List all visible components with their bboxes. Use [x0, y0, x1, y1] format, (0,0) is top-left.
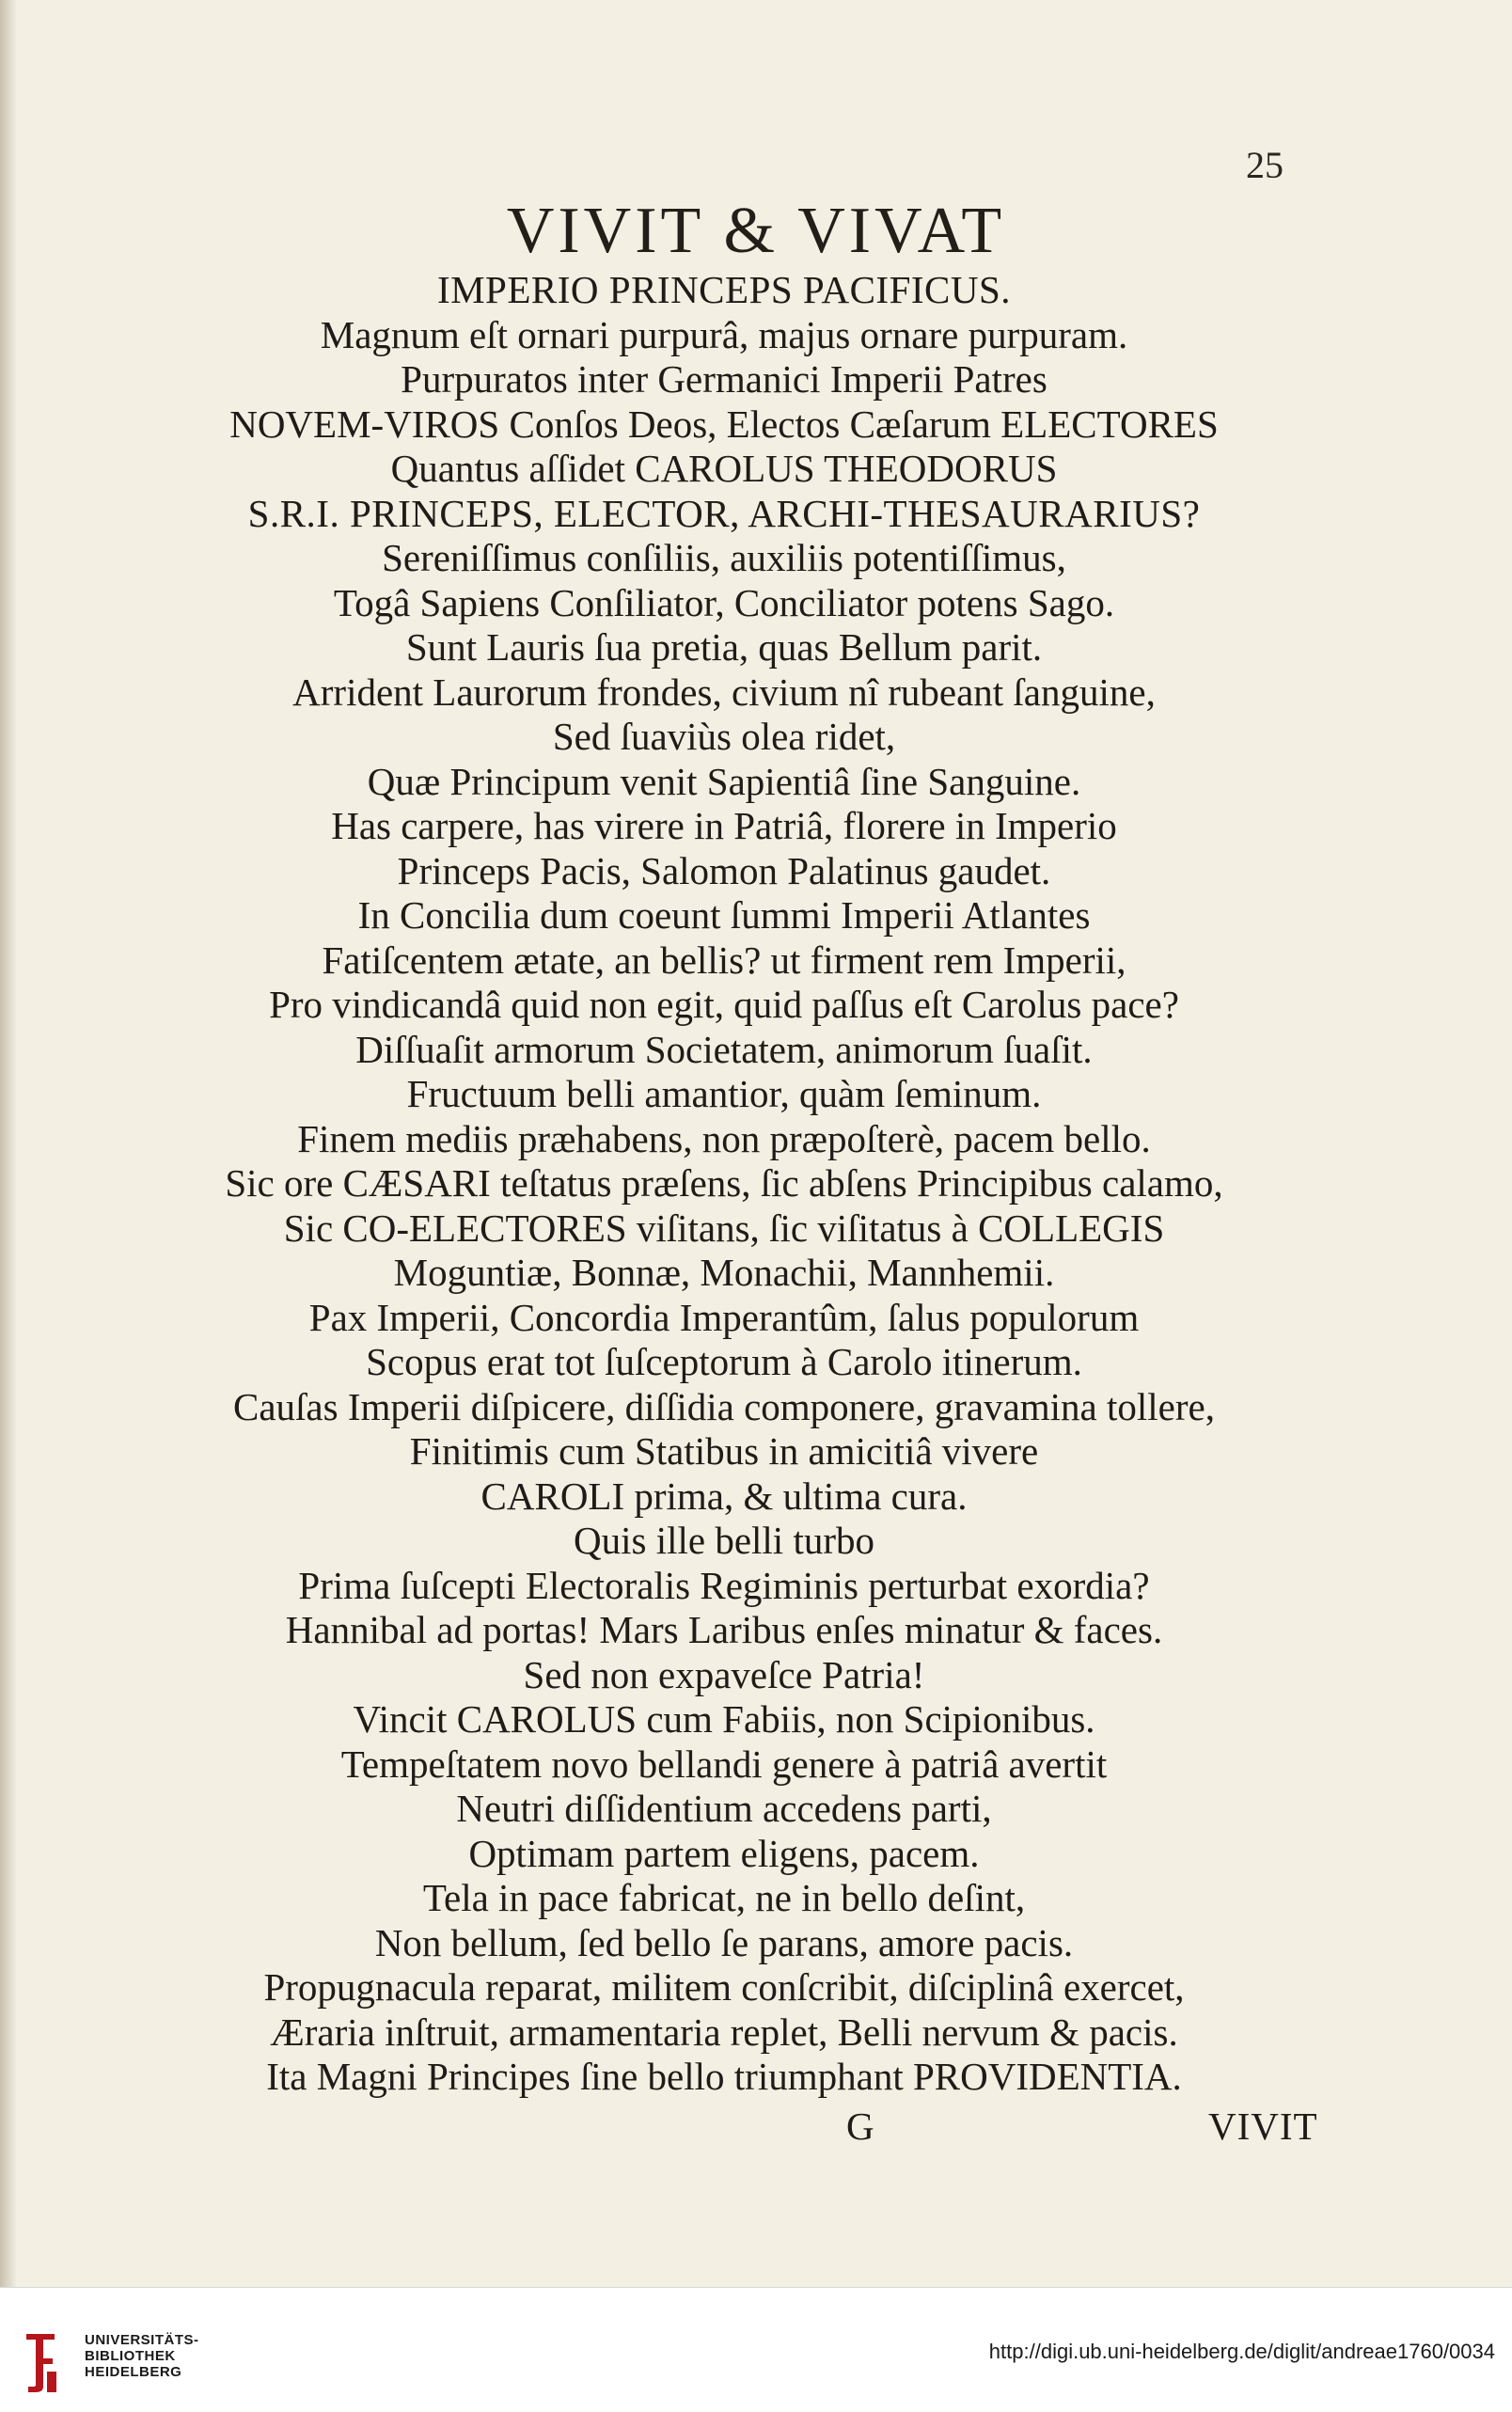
text-line: Finem mediis præhabens, non præpoſterè, pacem bello.: [297, 1116, 1151, 1160]
signature-mark: G: [846, 2105, 874, 2148]
text-line: Magnum eſt ornari purpurâ, majus ornare purpuram.: [320, 312, 1128, 356]
text-line: Non bellum, ſed bello ſe parans, amore pacis.: [374, 1920, 1074, 1964]
text-line: Neutri diſſidentium accedens parti,: [456, 1787, 992, 1830]
text-line: Fructuum belli amantior, quàm ſeminum.: [406, 1072, 1042, 1115]
page-gutter-shadow: [0, 0, 17, 2287]
source-url-link[interactable]: http://digi.ub.uni-heidelberg.de/diglit/andreae1760/0034: [988, 2340, 1495, 2363]
text-line: Tela in pace fabricat, ne in bello deſint,: [422, 1876, 1026, 1919]
poem-text: [113, 268, 1335, 2100]
text-line: Quæ Principum venit Sapientiâ ſine Sanguine.: [367, 759, 1081, 803]
page-number: 25: [1246, 144, 1284, 186]
text-line: Sed ſuaviùs olea ridet,: [552, 715, 896, 758]
text-line: Ita Magni Principes ſine bello triumphant PROVIDENTIA.: [266, 2055, 1182, 2098]
text-line: IMPERIO PRINCEPS PACIFICUS.: [436, 268, 1012, 311]
catchword: VIVIT: [1208, 2105, 1318, 2148]
text-line: Tempeſtatem novo bellandi genere à patriâ avertit: [340, 1742, 1108, 1786]
text-line: Scopus erat tot ſuſceptorum à Carolo itinerum.: [366, 1340, 1082, 1383]
text-line: Propugnacula reparat, militem conſcribit, diſciplinâ exercet,: [263, 1965, 1185, 2009]
text-line: Diſſuaſit armorum Societatem, animorum ſuaſit.: [355, 1027, 1093, 1071]
text-line: Arrident Laurorum frondes, civium nî rubeant ſanguine,: [292, 670, 1156, 714]
text-line: Sed non expaveſce Patria!: [523, 1652, 925, 1696]
text-line: Sic ore CÆSARI teſtatus præſens, ſic abſens Principibus calamo,: [225, 1161, 1223, 1205]
library-name-line: BIBLIOTHEK: [85, 2348, 176, 2364]
text-line: Sic CO-ELECTORES viſitans, ſic viſitatus à COLLEGIS: [283, 1206, 1165, 1250]
text-line: CAROLI prima, & ultima cura.: [480, 1474, 968, 1518]
text-line: NOVEM-VIROS Conſos Deos, Electos Cæſarum ELECTORES: [229, 402, 1219, 446]
university-logo-icon[interactable]: [19, 2330, 62, 2396]
text-line: Has carpere, has virere in Patriâ, florere in Imperio: [331, 804, 1117, 847]
text-line: Hannibal ad portas! Mars Laribus enſes minatur & faces.: [285, 1608, 1163, 1651]
text-line: Sereniſſimus conſiliis, auxiliis potentiſſimus,: [382, 536, 1066, 579]
text-line: Vincit CAROLUS cum Fabiis, non Scipionibus.: [353, 1697, 1095, 1741]
text-line: Princeps Pacis, Salomon Palatinus gaudet.: [397, 848, 1051, 892]
text-line: Prima ſuſcepti Electoralis Regiminis perturbat exordia?: [298, 1563, 1150, 1607]
text-line: Optimam partem eligens, pacem.: [468, 1831, 980, 1875]
text-line: Purpuratos inter Germanici Imperii Patres: [401, 357, 1047, 401]
text-line: Cauſas Imperii diſpicere, diſſidia componere, gravamina tollere,: [233, 1384, 1215, 1428]
text-line: Moguntiæ, Bonnæ, Monachii, Mannhemii.: [393, 1251, 1055, 1294]
text-line: Sunt Lauris ſua pretia, quas Bellum parit.: [405, 625, 1043, 669]
library-name[interactable]: [85, 2332, 199, 2380]
text-line: Finitimis cum Statibus in amicitiâ vivere: [409, 1429, 1039, 1473]
library-name-line: UNIVERSITÄTS-: [85, 2332, 199, 2348]
text-line: Æraria inſtruit, armamentaria replet, Belli nervum & pacis.: [270, 2010, 1178, 2054]
text-line: Pro vindicandâ quid non egit, quid paſſus eſt Carolus pace?: [269, 983, 1179, 1026]
text-line: In Concilia dum coeunt ſummi Imperii Atlantes: [357, 893, 1091, 937]
library-name-line: HEIDELBERG: [85, 2364, 182, 2380]
text-line: Quantus aſſidet CAROLUS THEODORUS: [390, 447, 1058, 490]
text-line: Pax Imperii, Concordia Imperantûm, ſalus populorum: [308, 1295, 1140, 1339]
text-line: Fatiſcentem ætate, an bellis? ut firment rem Imperii,: [322, 938, 1126, 982]
page-title: VIVIT & VIVAT: [506, 195, 1006, 267]
text-line: Togâ Sapiens Conſiliator, Conciliator potens Sago.: [333, 580, 1115, 624]
text-line: S.R.I. PRINCEPS, ELECTOR, ARCHI-THESAURARIUS?: [247, 491, 1201, 535]
text-line: Quis ille belli turbo: [574, 1519, 874, 1562]
